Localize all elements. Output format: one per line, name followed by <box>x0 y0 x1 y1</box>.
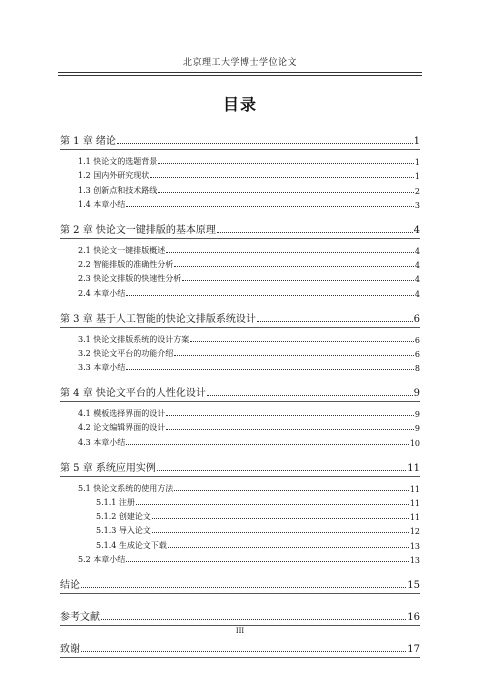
toc-gap <box>60 373 420 382</box>
toc-entry-label: 3.1 快论文排版系统的设计方案 <box>78 334 190 344</box>
toc-entry-page: 4 <box>413 224 420 236</box>
toc-entry-section[interactable] <box>60 242 420 256</box>
toc-entry-page: 4 <box>414 289 420 299</box>
toc-leader-dots <box>126 294 414 296</box>
toc-leader-dots <box>101 618 406 620</box>
toc-entry-chapter[interactable] <box>60 219 420 236</box>
toc-entry-page: 6 <box>413 313 420 325</box>
toc-entry-section[interactable] <box>60 256 420 270</box>
toc-leader-dots <box>166 251 414 253</box>
toc-entry-page: 4 <box>414 246 420 256</box>
toc-entry-label: 第 4 章 快论文平台的人性化设计 <box>60 388 206 400</box>
chapter-rule <box>60 238 420 239</box>
toc-gap <box>60 299 420 308</box>
toc-entry-section[interactable] <box>60 345 420 359</box>
toc-leader-dots <box>158 162 414 164</box>
toc-entry-label: 1.3 创新点和技术路线 <box>78 185 158 195</box>
toc-leader-dots <box>81 586 406 588</box>
toc-entry-subsection[interactable] <box>60 536 420 550</box>
toc-entry-chapter[interactable] <box>60 457 420 474</box>
toc-entry-page: 3 <box>414 200 420 210</box>
toc-entry-section[interactable] <box>60 181 420 195</box>
toc-leader-dots <box>166 428 414 430</box>
table-of-contents <box>60 130 420 661</box>
toc-leader-dots <box>136 503 409 505</box>
toc-leader-dots <box>150 176 414 178</box>
toc-entry-label: 4.1 模板选择界面的设计 <box>78 409 166 419</box>
toc-entry-chapter[interactable] <box>60 606 420 623</box>
toc-leader-dots <box>168 546 409 548</box>
toc-entry-label: 2.1 快论文一键排版概述 <box>78 245 166 255</box>
chapter-rule <box>60 657 420 658</box>
toc-entry-page: 10 <box>409 438 420 448</box>
toc-entry-page: 15 <box>407 579 420 591</box>
toc-gap <box>60 565 420 574</box>
toc-entry-chapter[interactable] <box>60 382 420 399</box>
toc-entry-label: 4.3 本章小结 <box>78 437 126 447</box>
toc-entry-page: 9 <box>414 424 420 434</box>
toc-leader-dots <box>152 531 409 533</box>
chapter-rule <box>60 149 420 150</box>
toc-entry-chapter[interactable] <box>60 130 420 147</box>
toc-leader-dots <box>207 394 413 396</box>
toc-entry-page: 6 <box>414 349 420 359</box>
toc-entry-subsection[interactable] <box>60 494 420 508</box>
toc-entry-label: 5.1.1 注册 <box>96 498 135 507</box>
toc-entry-page: 1 <box>414 172 420 182</box>
toc-entry-subsection[interactable] <box>60 508 420 522</box>
toc-entry-section[interactable] <box>60 480 420 494</box>
toc-leader-dots <box>174 489 409 491</box>
toc-entry-page: 4 <box>414 261 420 271</box>
toc-entry-label: 2.3 快论文排版的快速性分析 <box>78 274 182 284</box>
toc-entry-label: 2.4 本章小结 <box>78 288 126 298</box>
toc-leader-dots <box>157 469 406 471</box>
toc-entry-label: 1.4 本章小结 <box>78 199 126 209</box>
toc-entry-page: 11 <box>409 513 420 523</box>
toc-entry-page: 8 <box>414 364 420 374</box>
toc-entry-page: 1 <box>414 158 420 168</box>
toc-entry-label: 5.1.4 生成论文下载 <box>96 540 167 550</box>
toc-leader-dots <box>190 340 414 342</box>
toc-leader-dots <box>217 231 413 233</box>
toc-entry-page: 12 <box>409 527 420 537</box>
toc-entry-section[interactable] <box>60 196 420 210</box>
chapter-rule <box>60 476 420 477</box>
toc-entry-page: 17 <box>407 643 420 655</box>
toc-gap <box>60 597 420 606</box>
toc-leader-dots <box>81 650 406 652</box>
chapter-rule <box>60 625 420 626</box>
toc-entry-chapter[interactable] <box>60 638 420 655</box>
toc-entry-section[interactable] <box>60 405 420 419</box>
toc-leader-dots <box>126 368 414 370</box>
toc-leader-dots <box>126 205 414 207</box>
toc-entry-page: 13 <box>409 555 420 565</box>
toc-entry-label: 1.1 快论文的选题背景 <box>78 157 158 167</box>
toc-leader-dots <box>117 142 413 144</box>
toc-entry-label: 4.2 论文编辑界面的设计 <box>78 423 166 433</box>
toc-entry-section[interactable] <box>60 331 420 345</box>
toc-entry-label: 5.1 快论文系统的使用方法 <box>78 483 174 493</box>
toc-entry-label: 5.2 本章小结 <box>78 554 126 564</box>
toc-entry-page: 9 <box>414 410 420 420</box>
toc-entry-page: 4 <box>414 275 420 285</box>
toc-entry-subsection[interactable] <box>60 522 420 536</box>
toc-entry-label: 第 3 章 基于人工智能的快论文排版系统设计 <box>60 313 256 325</box>
toc-entry-page: 11 <box>409 484 420 494</box>
page-header: 北京理工大学博士学位论文 <box>182 58 297 68</box>
chapter-rule <box>60 593 420 594</box>
toc-leader-dots <box>126 443 409 445</box>
toc-entry-section[interactable] <box>60 284 420 298</box>
toc-entry-page: 11 <box>409 499 420 508</box>
toc-entry-section[interactable] <box>60 359 420 373</box>
toc-entry-chapter[interactable] <box>60 308 420 325</box>
toc-gap <box>60 448 420 457</box>
toc-entry-section[interactable] <box>60 153 420 167</box>
toc-entry-label: 3.2 快论文平台的功能介绍 <box>78 348 174 358</box>
toc-entry-label: 结论 <box>60 579 80 591</box>
toc-leader-dots <box>174 354 414 356</box>
toc-entry-label: 3.3 本章小结 <box>78 363 126 373</box>
toc-entry-section[interactable] <box>60 419 420 433</box>
page-number: III <box>235 627 245 635</box>
toc-entry-section[interactable] <box>60 433 420 447</box>
toc-entry-label: 参考文献 <box>60 611 100 623</box>
toc-entry-page: 1 <box>413 136 420 147</box>
toc-entry-label: 第 2 章 快论文一键排版的基本原理 <box>60 224 216 236</box>
toc-entry-label: 致谢 <box>60 643 80 655</box>
toc-entry-label: 5.1.2 创建论文 <box>96 512 151 522</box>
toc-leader-dots <box>126 560 409 562</box>
toc-entry-page: 2 <box>414 186 420 196</box>
toc-entry-page: 6 <box>414 335 420 345</box>
toc-entry-label: 5.1.3 导入论文 <box>96 526 151 536</box>
toc-leader-dots <box>257 320 413 322</box>
toc-entry-label: 第 5 章 系统应用实例 <box>60 462 156 474</box>
toc-entry-page: 9 <box>413 388 420 400</box>
chapter-rule <box>60 327 420 328</box>
toc-gap <box>60 210 420 219</box>
toc-entry-section[interactable] <box>60 270 420 284</box>
toc-entry-section[interactable] <box>60 551 420 565</box>
toc-leader-dots <box>152 517 409 519</box>
toc-leader-dots <box>182 279 414 281</box>
toc-entry-page: 16 <box>407 611 420 623</box>
toc-entry-chapter[interactable] <box>60 574 420 591</box>
header-rule <box>58 72 422 76</box>
toc-leader-dots <box>166 414 414 416</box>
toc-title: 目录 <box>222 95 257 114</box>
toc-entry-label: 2.2 智能排版的准确性分析 <box>78 260 174 270</box>
toc-entry-page: 11 <box>407 462 420 474</box>
toc-entry-label: 1.2 国内外研究现状 <box>78 171 150 181</box>
chapter-rule <box>60 401 420 402</box>
toc-leader-dots <box>158 191 414 193</box>
toc-entry-section[interactable] <box>60 167 420 181</box>
toc-entry-page: 13 <box>409 541 420 551</box>
toc-leader-dots <box>174 265 414 267</box>
toc-entry-label: 第 1 章 绪论 <box>60 136 116 147</box>
